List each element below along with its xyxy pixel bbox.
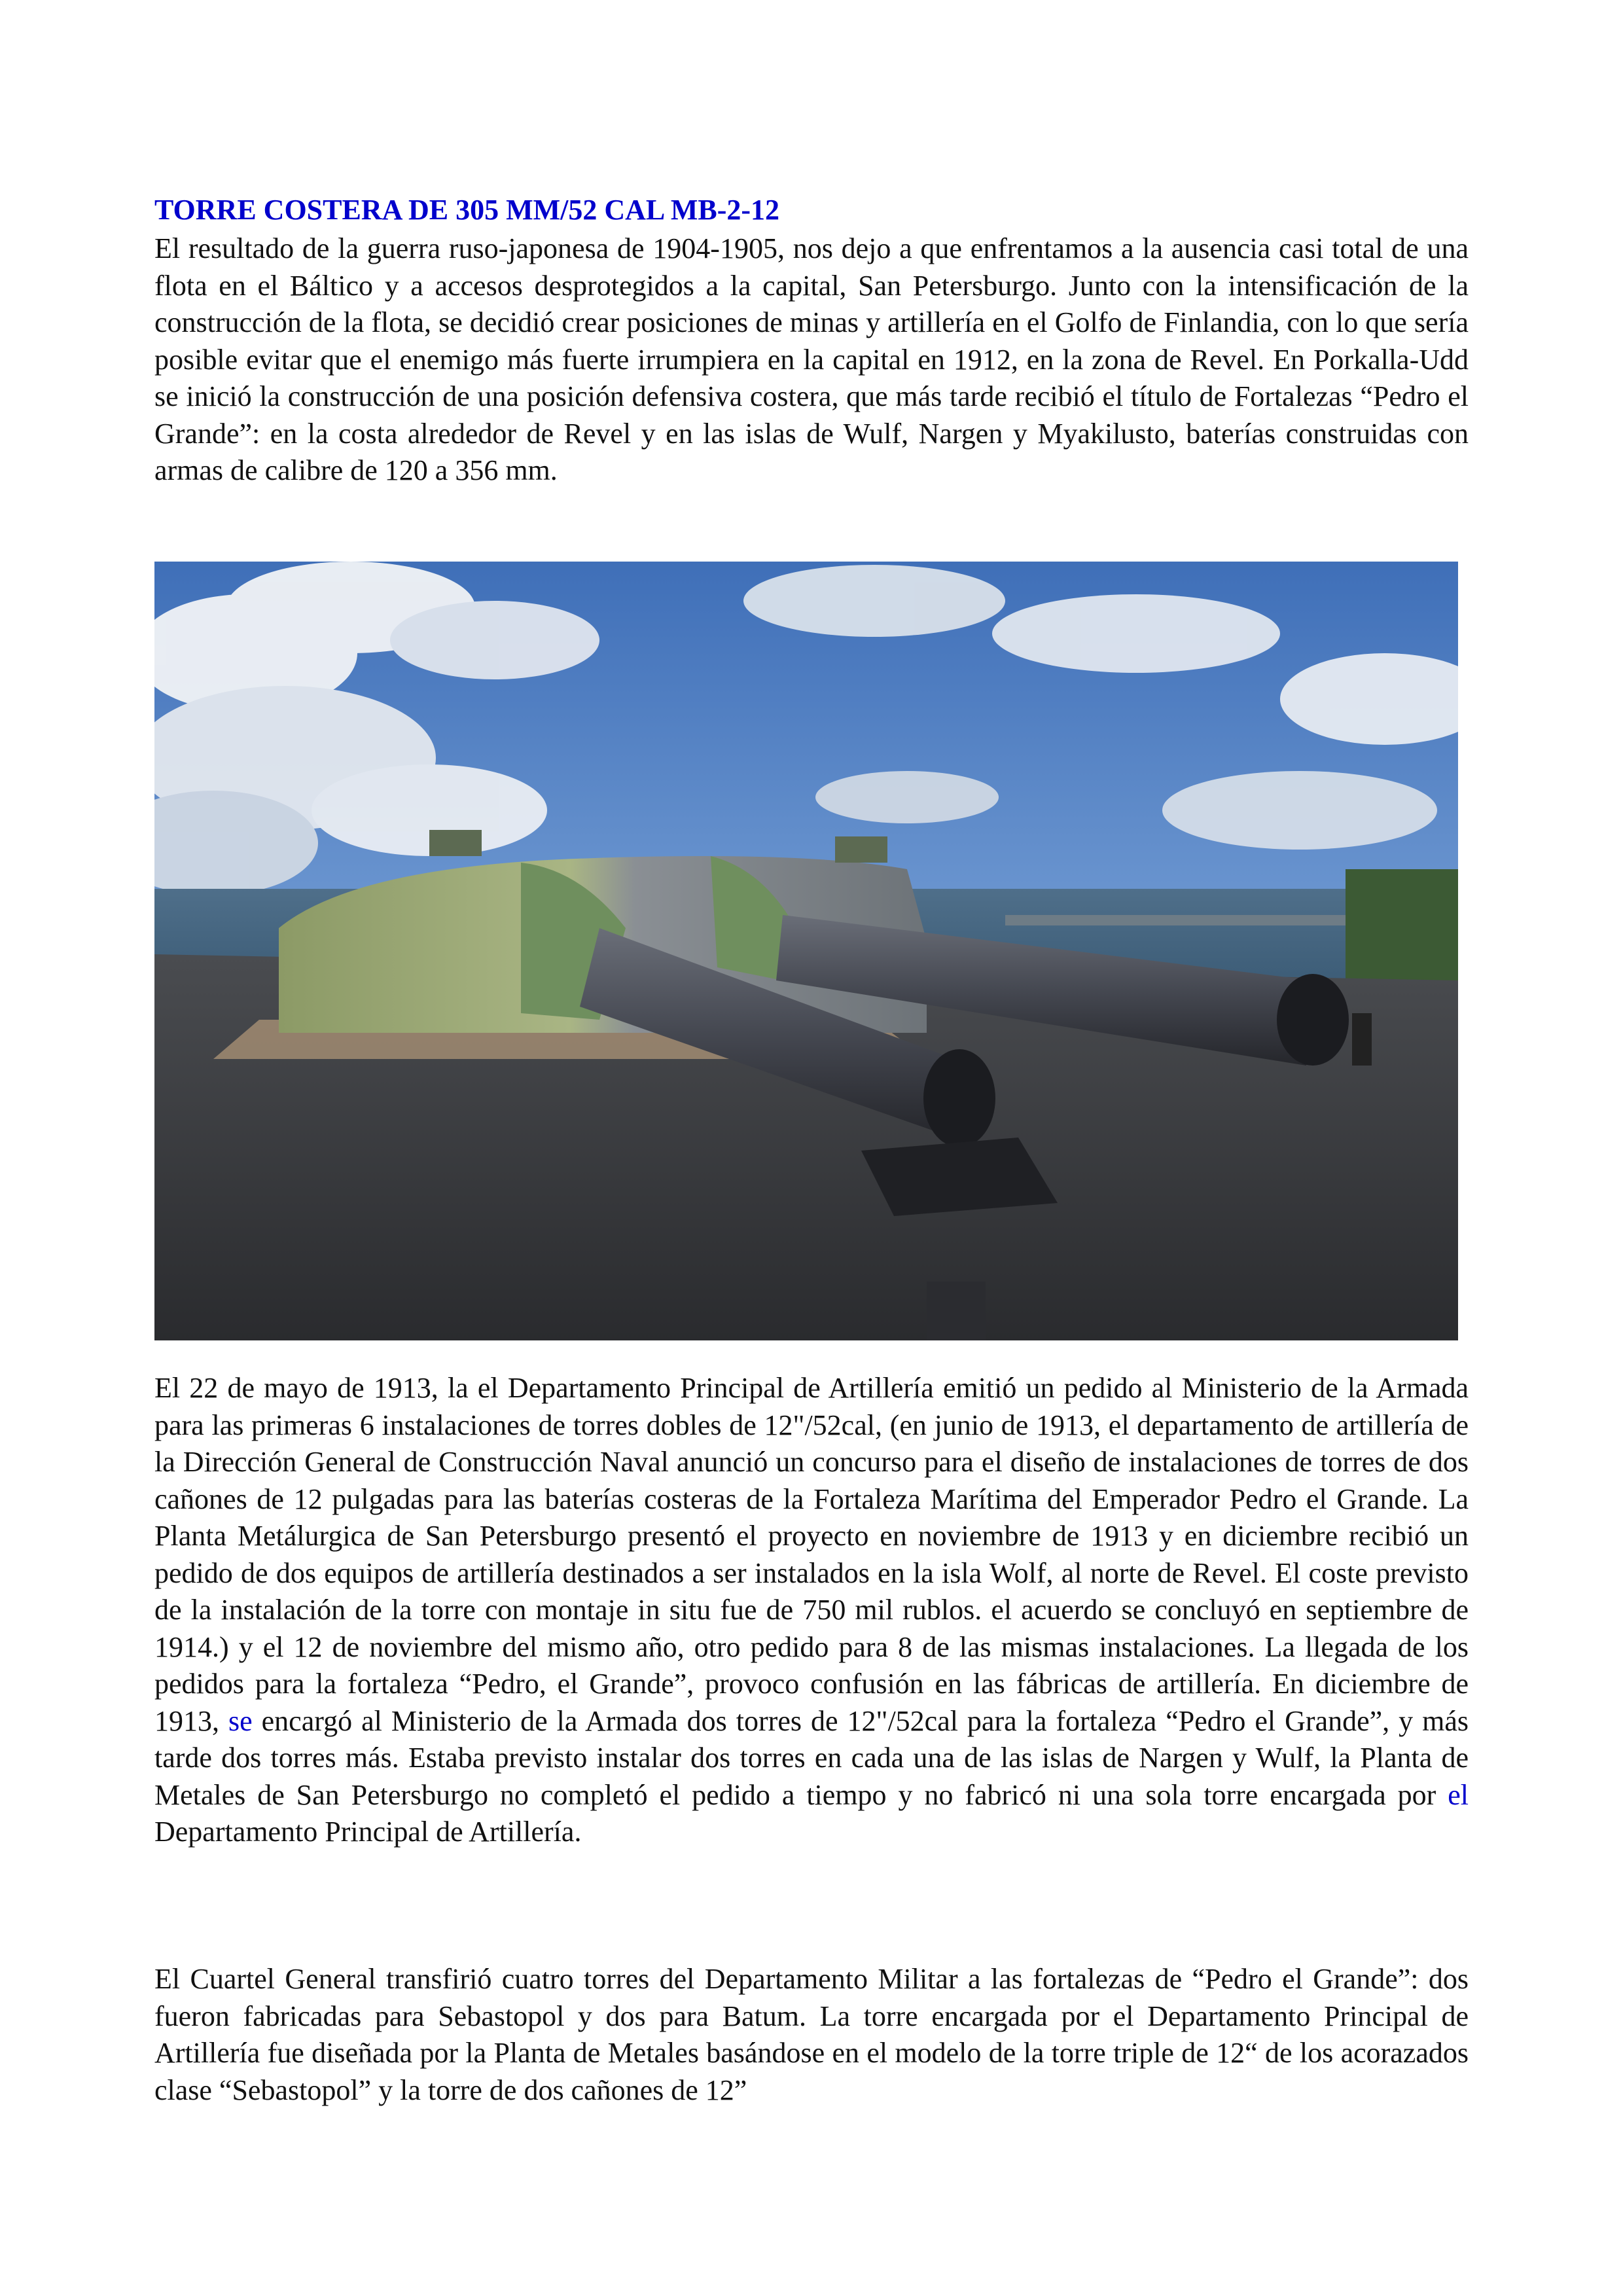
turret-hatch [835,836,887,863]
intro-paragraph: El resultado de la guerra ruso-japonesa de 1904-1905, nos dejo a que enfrentamos a la ausencia casi total de una flota en el Báltico y a accesos desprotegidos a la capital, San Petersburgo. Junto con la intensificación de la construcción de la flota, se decidió crear posiciones de minas y artillería en el Golfo de Finlandia, con lo que sería posible evitar que el enemigo más fuerte irrumpiera en la capital en 1912, en la zona de Revel. En Porkalla-Udd se inició la construcción de una posición defensiva costera, que más tarde recibió el título de Fortalezas “Pedro el Grande”: en la costa alrededor de Revel y en las islas de Wulf, Nargen y Myakilusto, baterías construidas con armas de calibre de 120 a 356 mm. [154,232,1469,486]
highlighted-word-el: el [1448,1778,1469,1811]
order-history-text-2: encargó al Ministerio de la Armada dos torres de 12"/52cal para la fortaleza “Pedro el Grande”, y más tarde dos torres más. Estaba previsto instalar dos torres en cada una de las islas de Nargen y Wulf, la Planta de Metales de San Petersburgo no completó el pedido a tiempo y no fabricó ni una sola torre encargada por [154,1704,1469,1811]
muzzle-right [1277,974,1349,1066]
headquarters-paragraph: El Cuartel General transfirió cuatro torres del Departamento Militar a las fortalezas de “Pedro el Grande”: dos fueron fabricadas para Sebastopol y dos para Batum. La torre encargada por el Departamento Principal de Artillería fue diseñada por la Planta de Metales basándose en el modelo de la torre triple de 12“ de los acorazados clase “Sebastopol” y la torre de dos cañones de 12” [154,1963,1469,2106]
highlighted-word-se: se [228,1704,253,1737]
order-history-text-3: Departamento Principal de Artillería. [154,1816,582,1848]
coastal-turret-photo [154,562,1458,1340]
order-history-text-1: El 22 de mayo de 1913, la el Departamento Principal de Artillería emitió un pedido al Ministerio de la Armada para las primeras 6 instalaciones de torres dobles de 12"/52cal, (en junio de 1913, el departamento de artillería de la Dirección General de Construcción Naval anunció un concurso para el diseño de instalaciones de torres de dos cañones de 12 pulgadas para las baterías costeras de la Fortaleza Marítima del Emperador Pedro el Grande. La Planta Metálurgica de San Petersburgo presentó el proyecto en noviembre de 1913 y en diciembre recibió un pedido de dos equipos de artillería destinados a ser instalados en la isla Wolf, al norte de Revel. El coste previsto de la instalación de la torre con montaje in situ fue de 750 mil rublos. el acuerdo se concluyó en septiembre de 1914.) y el 12 de noviembre del mismo año, otro pedido para 8 de las mismas instalaciones. La llegada de los pedidos para la fortaleza “Pedro, el Grande”, provoco confusión en las fábricas de artillería. En diciembre de 1913, [154,1372,1469,1737]
turret-periscope [429,830,482,856]
order-history-paragraph [154,1370,1469,1851]
document-title: TORRE COSTERA DE 305 MM/52 CAL MB-2-12 [154,194,780,226]
roof-pipe [1352,1013,1372,1066]
muzzle-left [923,1049,995,1147]
chimney [927,1282,986,1340]
